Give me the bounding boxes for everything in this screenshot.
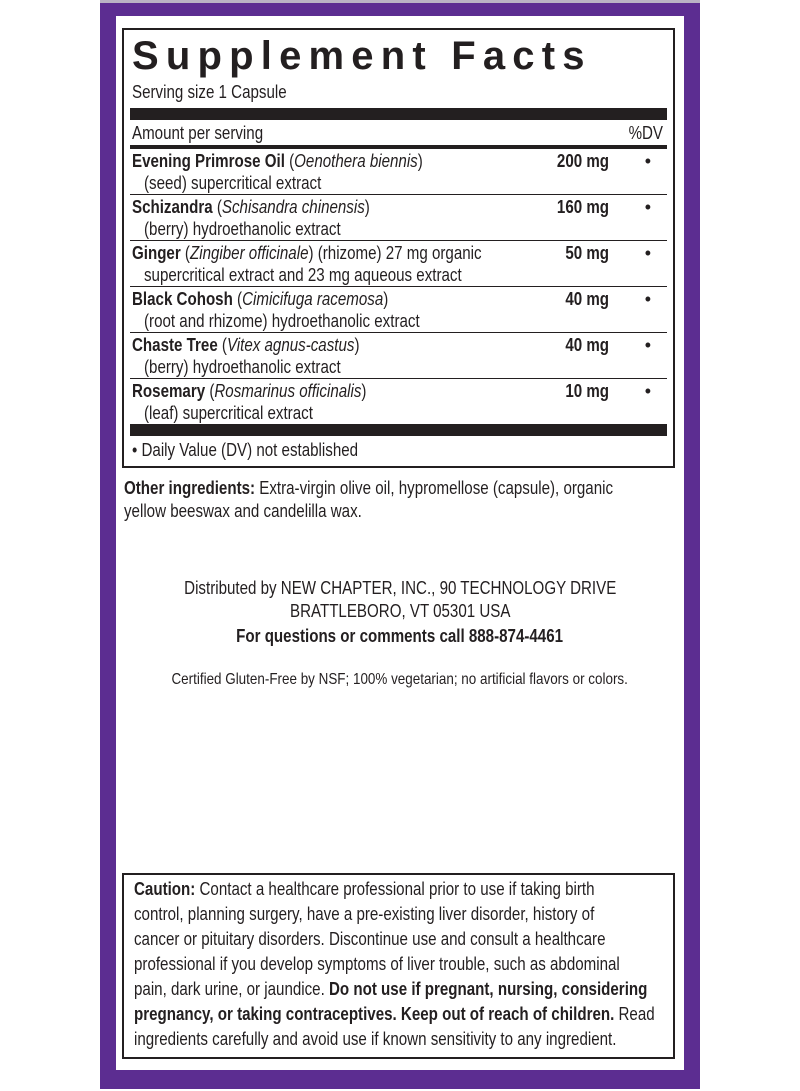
ingredient-row bbox=[130, 148, 667, 194]
caution-line: control, planning surgery, have a pre-existing liver disorder, history of bbox=[134, 904, 595, 924]
ingredient-row bbox=[130, 378, 667, 424]
ingredient-amount: 50 mg bbox=[565, 243, 609, 263]
distributor-address: BRATTLEBORO, VT 05301 USA bbox=[289, 601, 511, 621]
contact-phone: For questions or comments call 888-874-4461 bbox=[236, 626, 564, 646]
ingredient-row bbox=[130, 332, 667, 378]
ingredient-name: Schizandra (Schisandra chinensis) bbox=[132, 197, 370, 217]
ingredient-amount: 160 mg bbox=[556, 197, 609, 217]
ingredient-detail: (berry) hydroethanolic extract bbox=[144, 219, 341, 239]
dv-not-established-marker: • bbox=[644, 335, 651, 355]
certification: Certified Gluten-Free by NSF; 100% vegetarian; no artificial flavors or colors. bbox=[171, 671, 629, 688]
ingredient-amount: 40 mg bbox=[565, 335, 609, 355]
ingredient-row bbox=[130, 286, 667, 332]
thick-divider bbox=[130, 108, 667, 120]
caution-line: professional if you develop symptoms of liver trouble, such as abdominal bbox=[134, 954, 620, 974]
ingredient-detail: (leaf) supercritical extract bbox=[144, 403, 313, 423]
dv-footnote: • Daily Value (DV) not established bbox=[132, 440, 359, 460]
dv-not-established-marker: • bbox=[644, 197, 651, 217]
ingredient-detail: (berry) hydroethanolic extract bbox=[144, 357, 341, 377]
thick-divider bbox=[130, 424, 667, 436]
caution-line: Caution: Contact a healthcare professional prior to use if taking birth bbox=[134, 879, 595, 899]
ingredient-name: Chaste Tree (Vitex agnus-castus) bbox=[132, 335, 360, 355]
other-ingredients-line2: yellow beeswax and candelilla wax. bbox=[124, 501, 362, 521]
caution-line: pain, dark urine, or jaundice. Do not use if pregnant, nursing, considering bbox=[134, 979, 648, 999]
serving-size: Serving size 1 Capsule bbox=[132, 82, 287, 102]
dv-not-established-marker: • bbox=[644, 289, 651, 309]
amount-per-serving: Amount per serving bbox=[132, 123, 264, 143]
dv-not-established-marker: • bbox=[644, 151, 651, 171]
ingredient-amount: 40 mg bbox=[565, 289, 609, 309]
ingredient-row bbox=[130, 240, 667, 286]
caution-line: cancer or pituitary disorders. Discontinue use and consult a healthcare bbox=[134, 929, 606, 949]
ingredient-name: Black Cohosh (Cimicifuga racemosa) bbox=[132, 289, 389, 309]
ingredient-name: Ginger (Zingiber officinale) (rhizome) 27 mg organic bbox=[132, 243, 482, 263]
ingredient-name: Rosemary (Rosmarinus officinalis) bbox=[132, 381, 367, 401]
ingredient-detail: (seed) supercritical extract bbox=[144, 173, 322, 193]
caution-line: pregnancy, or taking contraceptives. Keep out of reach of children. Read bbox=[134, 1004, 655, 1024]
distributor-line: Distributed by NEW CHAPTER, INC., 90 TECHNOLOGY DRIVE bbox=[183, 578, 617, 598]
dv-header: %DV bbox=[628, 123, 663, 143]
ingredient-row bbox=[130, 194, 667, 240]
dv-not-established-marker: • bbox=[644, 243, 651, 263]
facts-title: Supplement Facts bbox=[132, 34, 592, 78]
ingredient-detail: supercritical extract and 23 mg aqueous extract bbox=[144, 265, 462, 285]
ingredient-detail: (root and rhizome) hydroethanolic extract bbox=[144, 311, 420, 331]
dv-not-established-marker: • bbox=[644, 381, 651, 401]
caution-line: ingredients carefully and avoid use if known sensitivity to any ingredient. bbox=[134, 1029, 617, 1049]
caution-box bbox=[122, 873, 675, 1059]
ingredient-amount: 200 mg bbox=[556, 151, 609, 171]
other-ingredients: Other ingredients: Extra-virgin olive oil, hypromellose (capsule), organic bbox=[124, 478, 614, 498]
ingredient-name: Evening Primrose Oil (Oenothera biennis) bbox=[132, 151, 423, 171]
supplement-facts-panel bbox=[122, 28, 675, 468]
ingredient-amount: 10 mg bbox=[565, 381, 609, 401]
